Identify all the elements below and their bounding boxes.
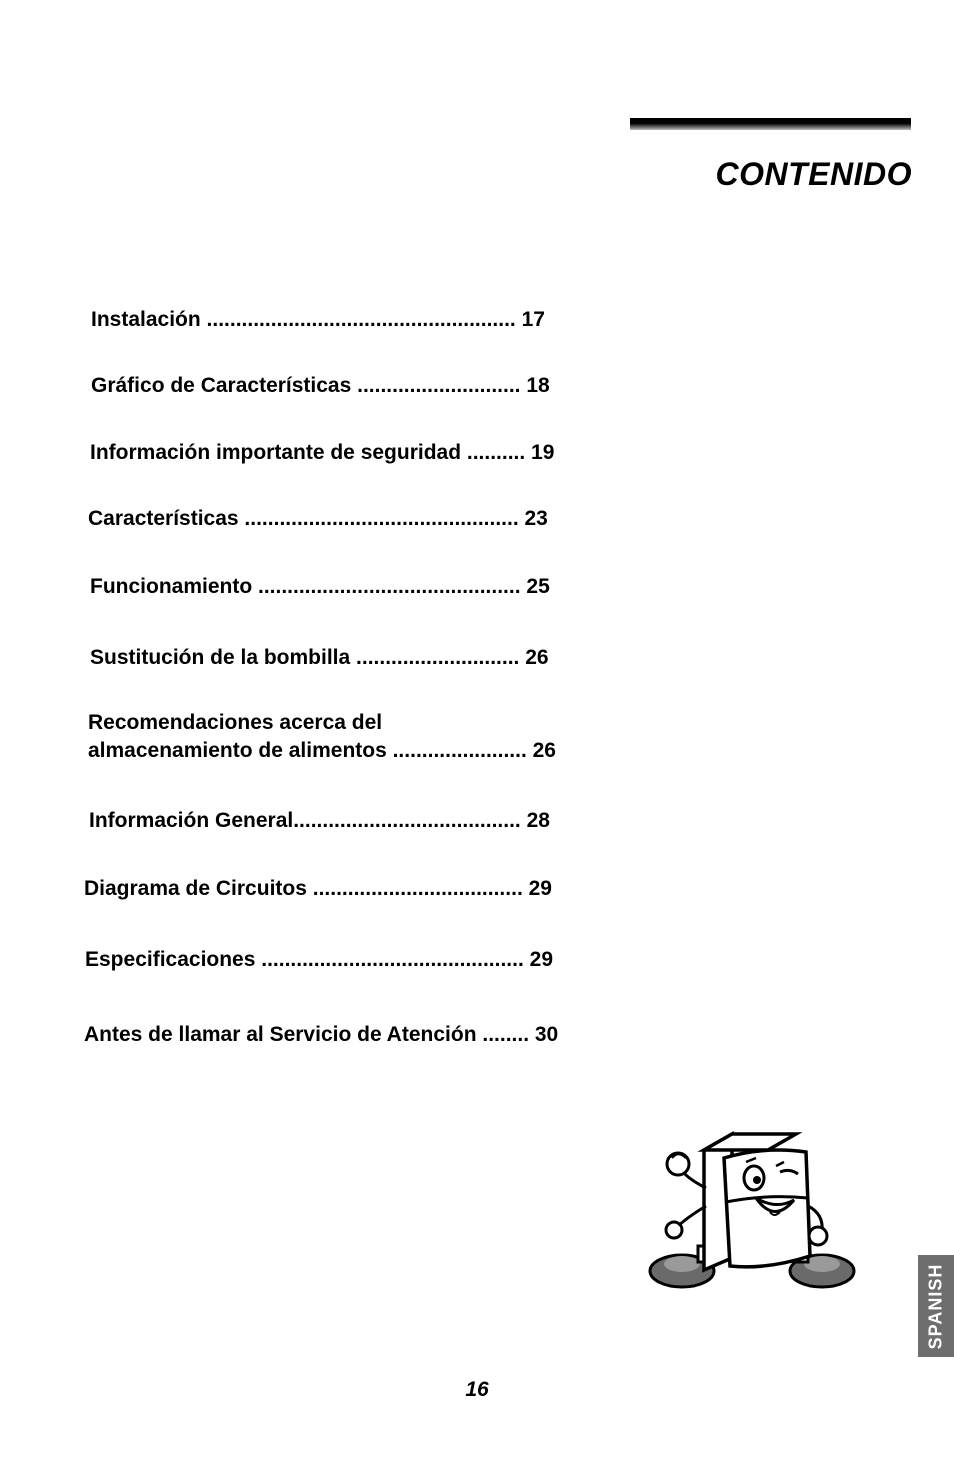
toc-entry-recomendaciones[interactable] — [88, 709, 556, 765]
toc-entry-antes-de-llamar[interactable]: Antes de llamar al Servicio de Atención ........ 30 — [84, 1023, 559, 1046]
toc-entry-especificaciones[interactable]: Especificaciones ............................................. 29 — [85, 948, 553, 971]
toc-entry-bombilla[interactable]: Sustitución de la bombilla ............................ 26 — [90, 646, 549, 669]
page-number: 16 — [465, 1378, 489, 1401]
language-tab — [918, 1255, 954, 1357]
toc-entry-informacion-general[interactable]: Información General....................................... 28 — [89, 809, 550, 832]
toc-entry-line: almacenamiento de alimentos ....................... 26 — [88, 739, 556, 762]
page-title: CONTENIDO — [715, 156, 912, 192]
toc-entry-line: Recomendaciones acerca del — [88, 711, 383, 734]
language-tab-label: SPANISH — [925, 1263, 946, 1349]
toc-entry-grafico[interactable]: Gráfico de Características ............................ 18 — [91, 374, 550, 397]
toc-entry-seguridad[interactable]: Información importante de seguridad .......... 19 — [90, 441, 555, 464]
refrigerator-mascot-icon — [646, 1128, 860, 1292]
toc-entry-caracteristicas[interactable]: Características ............................................... 23 — [88, 507, 548, 530]
toc-entry-diagrama[interactable]: Diagrama de Circuitos .................................... 29 — [84, 877, 552, 900]
toc-entry-funcionamiento[interactable]: Funcionamiento ............................................. 25 — [90, 575, 550, 598]
toc-entry-instalacion[interactable]: Instalación ..................................................... 17 — [91, 308, 545, 331]
